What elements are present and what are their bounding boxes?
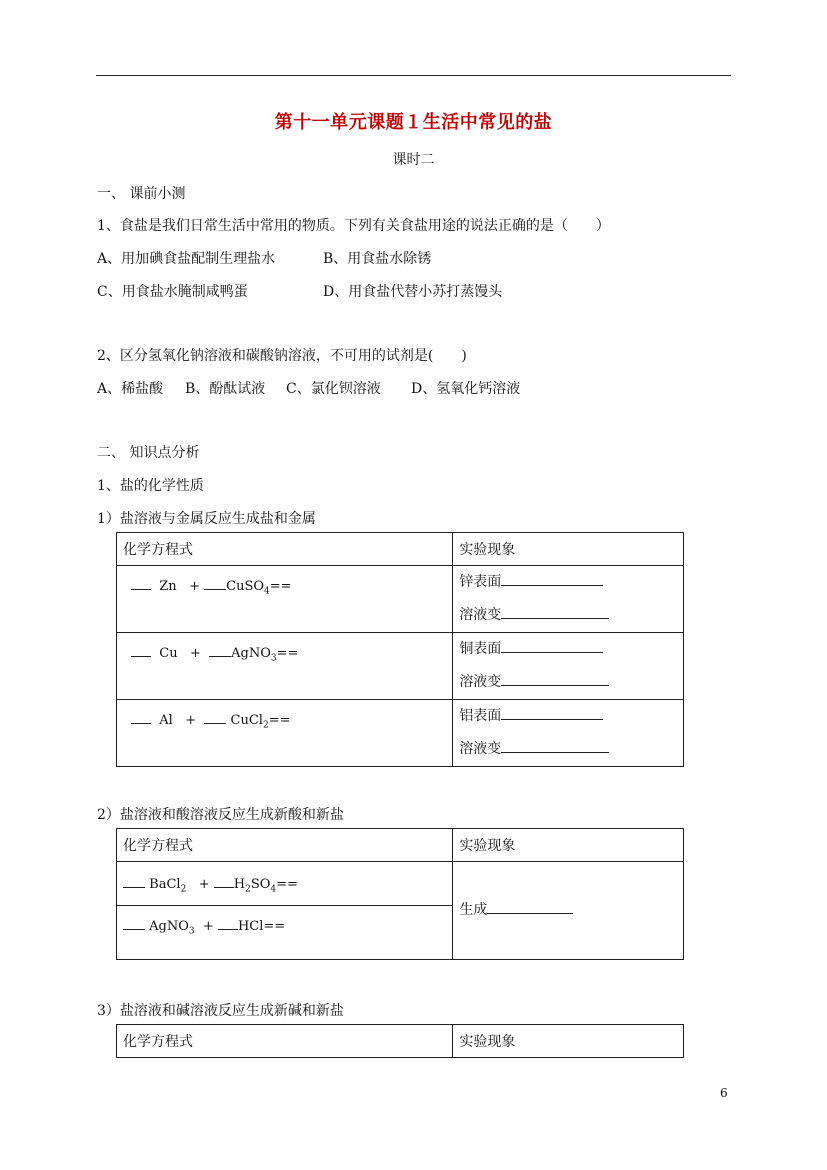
reactant-acid: HCl [237,919,264,934]
equation-cell [117,566,453,633]
observation-label: 铝表面 [459,708,502,724]
metal-reaction-table [116,532,684,767]
reactant-salt: AgNO [231,646,271,661]
reactant-salt: AgNO [149,919,189,934]
answer-blank[interactable] [501,604,609,619]
observation-label: 锌表面 [459,574,502,590]
subsection-heading-2: 2）盐溶液和酸溶液反应生成新酸和新盐 [97,807,344,823]
observation-line [459,633,683,666]
table-row [117,633,684,700]
plus-sign: + [198,877,210,892]
equation-agno3-hcl [123,915,452,937]
observation-label: 铜表面 [459,641,502,657]
salt-subscript: 4 [264,586,270,597]
question-2-stem: 2、区分氢氧化钠溶液和碳酸钠溶液，不可用的试剂是( ) [97,348,467,364]
equation-cell [117,633,453,700]
equation-zn-cuso4 [123,575,452,597]
observation-label: 生成 [459,902,488,918]
observation-cell [453,700,684,767]
question-1-option-a: A、用加碘食盐配制生理盐水 [97,251,276,267]
salt-subscript: 2 [180,884,187,895]
table-row [117,700,684,767]
section-heading-1: 一、 课前小测 [97,186,186,202]
header-rule [96,75,731,76]
salt-subscript: 3 [188,926,195,937]
observation-line [459,666,683,699]
table-row [117,862,684,906]
acid-reaction-table [116,828,684,960]
observation-line [459,733,683,766]
blank-coefficient[interactable] [131,709,151,724]
base-reaction-table [116,1024,684,1058]
blank-coefficient[interactable] [218,915,238,930]
blank-coefficient[interactable] [123,915,145,930]
observation-line [459,599,683,632]
reactant-acid-tail: SO [250,877,271,892]
plus-sign: + [185,713,197,728]
question-2-option-d: D、氢氧化钙溶液 [411,381,521,397]
table-header-row [117,1025,684,1058]
answer-blank[interactable] [501,638,603,653]
column-header-equation: 化学方程式 [117,533,453,566]
blank-coefficient[interactable] [204,575,226,590]
column-header-equation: 化学方程式 [117,1025,453,1058]
column-header-observation: 实验现象 [453,1025,684,1058]
blank-coefficient[interactable] [131,575,151,590]
answer-blank[interactable] [487,899,573,914]
plus-sign: + [189,579,200,594]
table-header-row [117,829,684,862]
answer-blank[interactable] [501,571,603,586]
equation-cu-agno3 [123,642,452,664]
subsection-heading-3: 3）盐溶液和碱溶液反应生成新碱和新盐 [97,1003,344,1019]
plus-sign: + [190,646,201,661]
acid-subscript: 2 [245,884,251,895]
reactant-salt: CuSO [226,579,265,594]
table-header-row [117,533,684,566]
question-1-option-c: C、用食盐水腌制咸鸭蛋 [97,284,248,300]
observation-cell [453,633,684,700]
question-1-option-b: B、用食盐水除锈 [323,251,432,267]
reactant-metal: Cu [159,646,178,661]
column-header-observation: 实验现象 [453,829,684,862]
question-2-option-a: A、稀盐酸 [97,381,164,397]
salt-subscript: 2 [262,720,269,731]
observation-label: 溶液变 [459,674,502,690]
salt-subscript: 3 [270,653,277,664]
table-row [117,566,684,633]
question-1-stem: 1、食盐是我们日常生活中常用的物质。下列有关食盐用途的说法正确的是（ ） [97,218,610,234]
reactant-salt: CuCl [230,713,263,728]
observation-line [459,566,683,599]
reactant-metal: Al [159,713,173,728]
observation-label: 溶液变 [459,607,502,623]
observation-line [459,700,683,733]
question-1-option-d: D、用食盐代替小苏打蒸馒头 [323,284,503,300]
subsection-heading-1: 1）盐溶液与金属反应生成盐和金属 [97,511,316,527]
blank-coefficient[interactable] [204,709,226,724]
blank-coefficient[interactable] [209,642,231,657]
equals-sign: == [269,579,292,594]
observation-cell [453,862,684,960]
equals-sign: == [263,919,286,934]
equation-al-cucl2 [123,709,452,731]
observation-cell [453,566,684,633]
knowledge-point-1: 1、盐的化学性质 [97,478,204,494]
equation-cell [117,906,453,960]
section-heading-2: 二、 知识点分析 [97,445,200,461]
acid-subscript: 4 [270,884,277,895]
reactant-salt: BaCl [149,877,181,892]
observation-label: 溶液变 [459,741,502,757]
equals-sign: == [276,877,298,892]
page-subtitle: 课时二 [392,152,435,168]
blank-coefficient[interactable] [131,642,151,657]
observation-line [459,894,683,927]
column-header-equation: 化学方程式 [117,829,453,862]
page-number: 6 [720,1086,728,1100]
question-2-option-c: C、氯化钡溶液 [286,381,381,397]
equation-cell [117,862,453,906]
equation-bacl2-h2so4 [123,873,452,895]
blank-coefficient[interactable] [123,873,145,888]
reactant-acid: H [233,877,246,892]
equals-sign: == [276,646,299,661]
blank-coefficient[interactable] [214,873,234,888]
page-title: 第十一单元课题１生活中常见的盐 [274,112,553,133]
answer-blank[interactable] [501,671,609,686]
question-2-option-b: B、酚酞试液 [185,381,266,397]
plus-sign: + [202,919,214,934]
column-header-observation: 实验现象 [453,533,684,566]
answer-blank[interactable] [501,705,603,720]
equals-sign: == [268,713,291,728]
answer-blank[interactable] [501,738,609,753]
reactant-metal: Zn [159,579,177,594]
equation-cell [117,700,453,767]
